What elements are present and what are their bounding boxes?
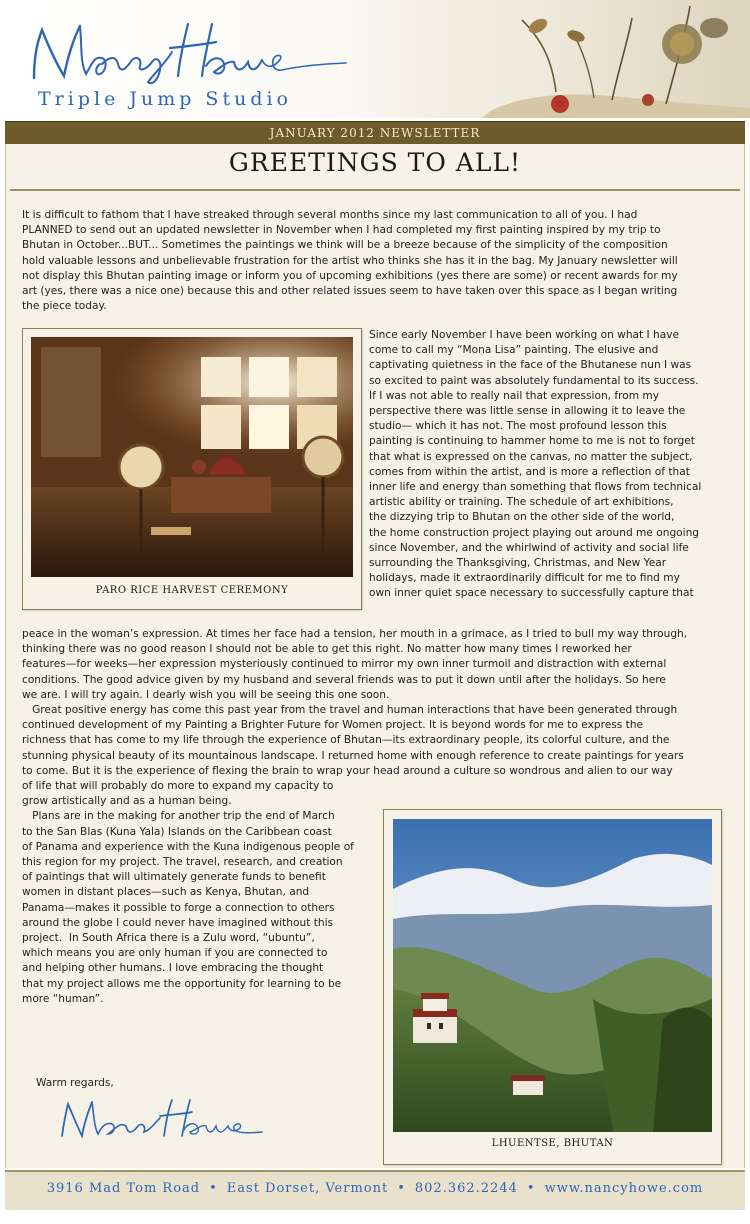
sign-off: Warm regards, [36, 1077, 114, 1089]
text-line: grow artistically and as a human being. [22, 795, 232, 808]
text-line: conditions. The good advice given by my husband and several friends was to put it down until after the holidays. So here [22, 673, 666, 686]
ceremony-photo [31, 337, 353, 577]
text-line: Panama—makes it possible to forge a connection to others [22, 901, 335, 914]
text-line: continued development of my Painting a Brighter Future for Women project. It is beyond words for me to express the [22, 719, 644, 732]
mona-lisa-paragraph [369, 328, 741, 602]
masthead [0, 0, 750, 118]
studio-name: Triple Jump Studio [38, 88, 292, 110]
footer-address: 3916 Mad Tom Road [46, 1181, 201, 1196]
footer [5, 1170, 745, 1210]
bullet-separator: • [397, 1181, 406, 1196]
text-line: and helping other humans. I love embracing the thought [22, 962, 324, 975]
title-divider [10, 189, 740, 191]
text-line: perspective there was little sense in allowing it to leave the [369, 405, 686, 418]
bullet-separator: • [526, 1181, 536, 1196]
text-line: Great positive energy has come this past year from the travel and human interactions that have been generated through [22, 704, 678, 717]
header-artwork [452, 0, 750, 118]
footer-town: East Dorset, Vermont [226, 1181, 389, 1196]
signature-logo [20, 16, 350, 88]
text-line: of paintings that will ultimately generate funds to benefit [22, 871, 326, 884]
footer-contact [47, 1181, 704, 1196]
text-line: holidays, made it extraordinarily difficult for me to find my [369, 572, 680, 585]
text-line: project. In South Africa there is a Zulu word, “ubuntu”, [22, 932, 315, 945]
text-line: captivating quietness in the face of the Bhutanese nun I was [369, 359, 692, 372]
text-line: of life that will probably do more to expand my capacity to [22, 780, 334, 792]
text-line: Bhutan in October...BUT... Sometimes the paintings we think will be a breeze because of the simplicity of the composition [22, 239, 668, 252]
text-line: comes from within the artist, and is more a reflection of that [369, 465, 690, 478]
closing-paragraph [22, 779, 377, 1007]
text-line: the home construction project playing out around me ongoing [369, 526, 700, 539]
text-line: we are. I will try again. I dearly wish you will be seeing this one soon. [22, 688, 390, 701]
text-line: stunning physical beauty of its mountainous landscape. I returned home with enough reference to create paintings for years [22, 749, 684, 762]
text-line: which means you are only human if you are connected to [22, 947, 328, 960]
text-line: that my project allows me the opportunity for learning to be [22, 977, 342, 990]
bullet-separator: • [209, 1181, 218, 1196]
intro-paragraph [22, 208, 738, 314]
text-line: that what is expressed on the canvas, no matter the subject, [369, 450, 693, 463]
footer-phone: 802.362.2244 [414, 1181, 518, 1196]
text-line: features—for weeks—her expression mysteriously continued to mirror my own inner turmoil and distraction with external [22, 658, 667, 671]
text-line: surrounding the Thanksgiving, Christmas, and New Year [369, 557, 667, 570]
text-line: since November, and the whirlwind of activity and social life [369, 541, 689, 554]
text-line: PLANNED to send out an updated newsletter in November when I had completed my first painting inspired by my trip to [22, 224, 661, 237]
text-line: so excited to paint was absolutely fundamental to its success. [369, 374, 699, 387]
text-line: not display this Bhutan painting image or inform you of upcoming exhibitions (yes there are some) or recent awards for my [22, 269, 678, 282]
text-line: art (yes, there was a nice one) because this and other related issues seem to have taken over this space as I began writing [22, 285, 678, 298]
text-line: If I was not able to really nail that expression, from my [369, 389, 660, 402]
text-line: the piece today. [22, 300, 107, 313]
text-line: Since early November I have been working on what I have [369, 329, 680, 341]
website-link[interactable]: www.nancyhowe.com [544, 1181, 704, 1196]
valley-photo-frame [383, 809, 722, 1165]
continuation-paragraph [22, 627, 742, 779]
valley-photo-caption: LHUENTSE, BHUTAN [491, 1138, 614, 1149]
text-line: around the globe I could never have imagined without this [22, 916, 334, 929]
text-line: women in distant places—such as Kenya, Bhutan, and [22, 886, 310, 899]
text-line: peace in the woman’s expression. At times her face had a tension, her mouth in a grimace, as I tried to bull my way through, [22, 628, 688, 640]
valley-photo [393, 819, 712, 1132]
text-line: It is difficult to fathom that I have streaked through several months since my last communication to all of you. I had [22, 209, 638, 221]
text-line: own inner quiet space necessary to successfully capture that [369, 587, 694, 600]
text-line: richness that has come to my life through the experience of Bhutan—its extraordinary people, its colorful culture, and the [22, 734, 670, 747]
text-line: hold valuable lessons and unbelievable frustration for the artist who thinks she has it in the bag. My January newsletter will [22, 254, 678, 267]
text-line: painting is continuing to hammer home to me is not to forget [369, 435, 695, 448]
text-line: to the San Blas (Kuna Yala) Islands on the Caribbean coast [22, 825, 332, 838]
text-line: come to call my “Mona Lisa” painting. The elusive and [369, 344, 659, 357]
newsletter-band [5, 121, 745, 145]
text-line: artistic ability or training. The schedule of art exhibitions, [369, 496, 674, 509]
ceremony-photo-frame [22, 328, 362, 610]
signature [56, 1096, 266, 1144]
text-line: more “human”. [22, 992, 104, 1005]
text-line: to come. But it is the experience of flexing the brain to wrap your head around a culture so wondrous and alien to our way [22, 764, 673, 777]
text-line: studio— which it has not. The most profound lesson this [369, 420, 667, 433]
newsletter-label: JANUARY 2012 NEWSLETTER [269, 126, 481, 140]
text-line: thinking there was no good reason I should not be able to get this right. No matter how many times I reworked her [22, 643, 632, 656]
ceremony-photo-caption: PARO RICE HARVEST CEREMONY [95, 585, 289, 596]
text-line: inner life and energy than something that flows from technical [369, 481, 702, 494]
text-line: the dizzying trip to Bhutan on the other side of the world, [369, 511, 675, 524]
text-line: Plans are in the making for another trip the end of March [22, 810, 335, 823]
greeting-title: GREETINGS TO ALL! [228, 148, 522, 177]
text-line: this region for my project. The travel, research, and creation [22, 856, 343, 869]
text-line: of Panama and experience with the Kuna indigenous people of [22, 840, 354, 853]
